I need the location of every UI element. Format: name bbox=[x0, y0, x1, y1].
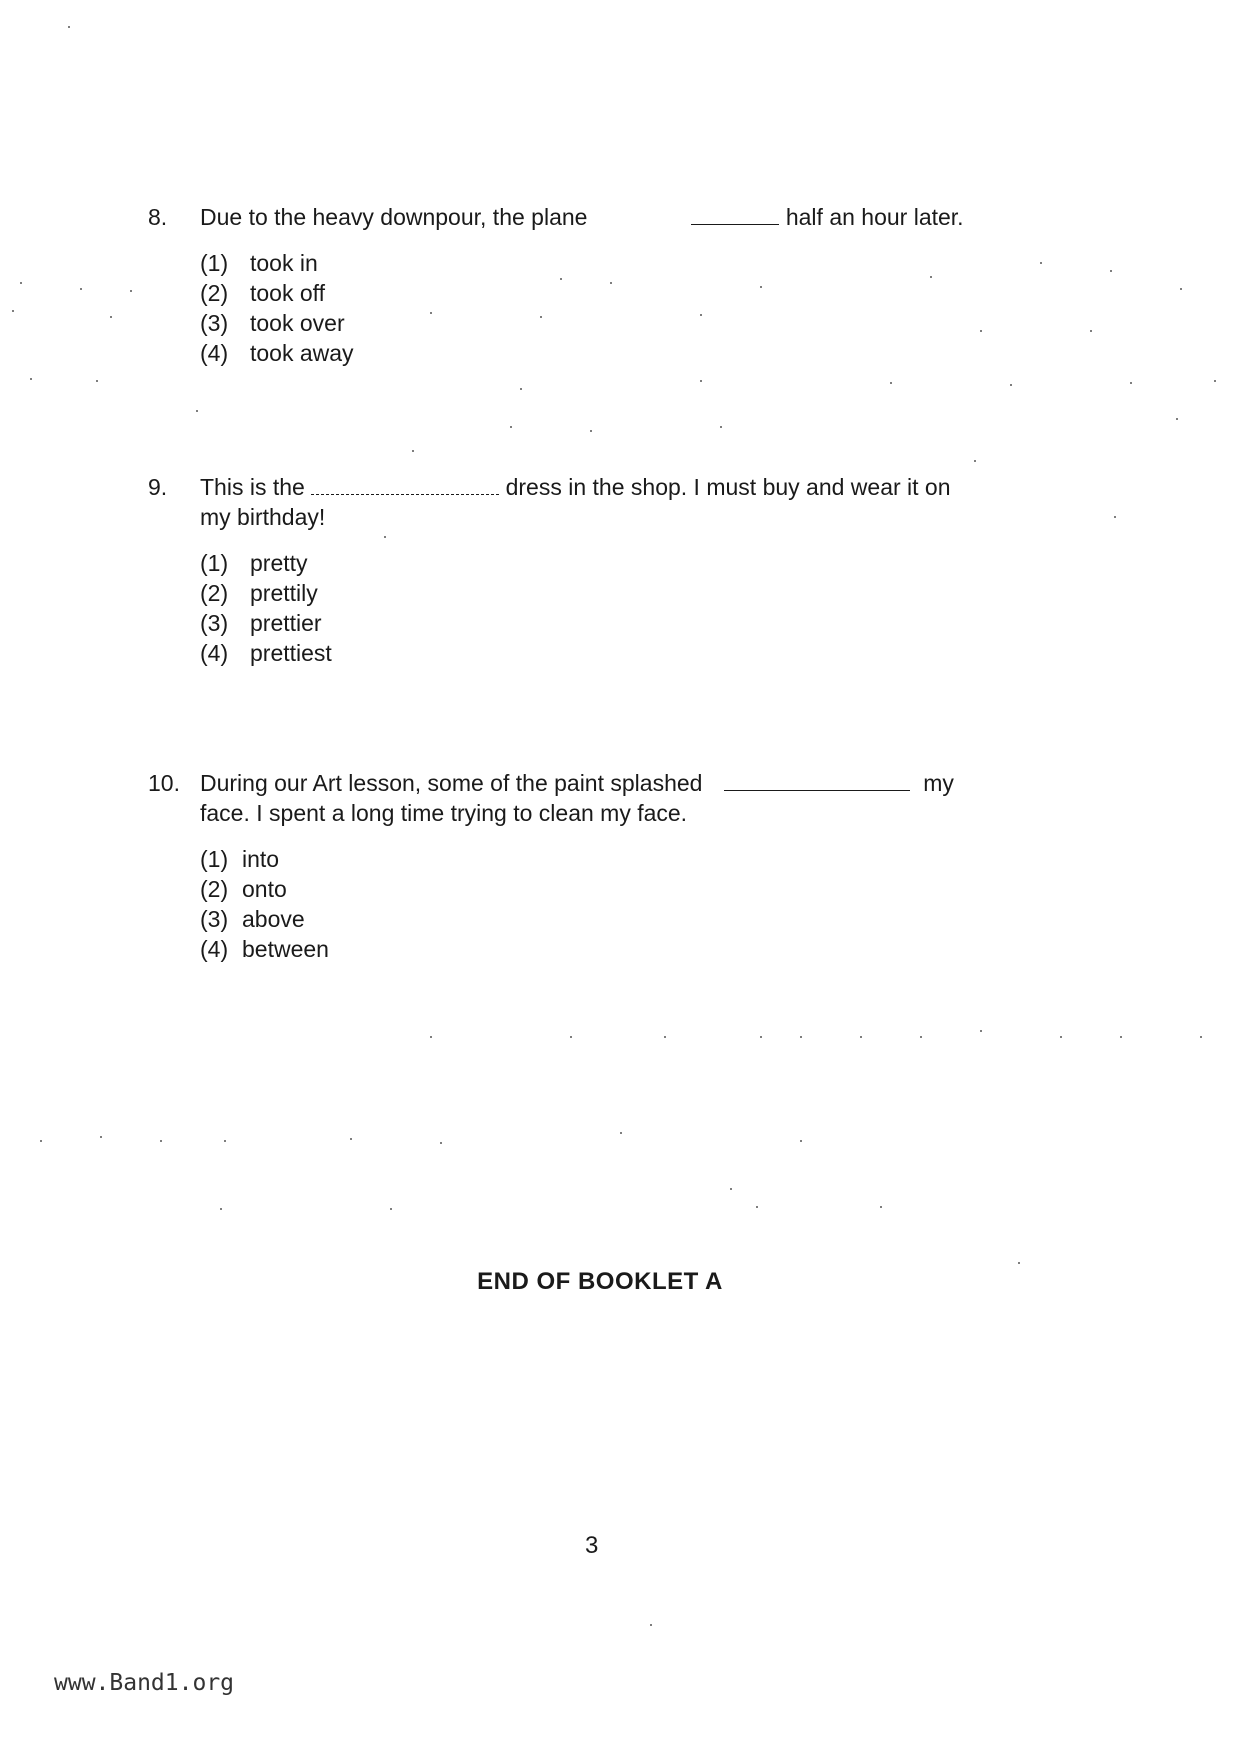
question-8-options bbox=[148, 248, 1088, 368]
question-number: 10. bbox=[148, 770, 180, 796]
question-9 bbox=[148, 472, 1088, 668]
option-2[interactable] bbox=[200, 278, 1088, 308]
question-text-after: dress in the shop. I must buy and wear it on bbox=[505, 474, 951, 500]
option-number: (1) bbox=[200, 550, 229, 576]
option-text: took off bbox=[250, 280, 326, 306]
option-number: (2) bbox=[200, 580, 229, 606]
option-text: prettiest bbox=[250, 640, 332, 666]
option-text: above bbox=[242, 906, 305, 932]
answer-blank bbox=[691, 206, 779, 225]
option-number: (2) bbox=[200, 876, 229, 902]
option-number: (3) bbox=[200, 310, 229, 336]
option-2[interactable] bbox=[200, 578, 1088, 608]
watermark-url: www.Band1.org bbox=[54, 1670, 235, 1696]
option-text: into bbox=[242, 846, 280, 872]
option-3[interactable] bbox=[200, 904, 1088, 934]
answer-blank bbox=[311, 476, 499, 495]
option-number: (4) bbox=[200, 640, 229, 666]
option-number: (2) bbox=[200, 280, 229, 306]
option-4[interactable] bbox=[200, 638, 1088, 668]
option-3[interactable] bbox=[200, 308, 1088, 338]
option-number: (3) bbox=[200, 906, 229, 932]
option-4[interactable] bbox=[200, 338, 1088, 368]
question-10-stem bbox=[148, 768, 1088, 798]
option-text: prettier bbox=[250, 610, 322, 636]
question-10 bbox=[148, 768, 1088, 964]
option-text: took in bbox=[250, 250, 318, 276]
question-text-before: This is the bbox=[200, 474, 305, 500]
option-text: took away bbox=[250, 340, 354, 366]
option-4[interactable] bbox=[200, 934, 1088, 964]
end-of-booklet-note: END OF BOOKLET A bbox=[477, 1268, 723, 1295]
option-number: (1) bbox=[200, 846, 229, 872]
question-10-options bbox=[148, 844, 1088, 964]
option-1[interactable] bbox=[200, 844, 1088, 874]
option-3[interactable] bbox=[200, 608, 1088, 638]
option-text: onto bbox=[242, 876, 287, 902]
option-1[interactable] bbox=[200, 548, 1088, 578]
question-8 bbox=[148, 202, 1088, 368]
option-text: prettily bbox=[250, 580, 318, 606]
answer-blank bbox=[724, 772, 910, 791]
question-text-after: my bbox=[923, 770, 954, 796]
question-number: 9. bbox=[148, 474, 168, 500]
question-9-continuation: my birthday! bbox=[200, 504, 326, 530]
question-text-before: Due to the heavy downpour, the plane bbox=[200, 204, 588, 230]
option-1[interactable] bbox=[200, 248, 1088, 278]
option-number: (4) bbox=[200, 340, 229, 366]
option-number: (1) bbox=[200, 250, 229, 276]
question-8-stem bbox=[148, 202, 1088, 232]
option-text: took over bbox=[250, 310, 345, 336]
question-10-continuation: face. I spent a long time trying to clean my face. bbox=[200, 800, 688, 826]
question-number: 8. bbox=[148, 204, 168, 230]
option-text: pretty bbox=[250, 550, 308, 576]
option-number: (3) bbox=[200, 610, 229, 636]
option-2[interactable] bbox=[200, 874, 1088, 904]
question-9-options bbox=[148, 548, 1088, 668]
question-9-stem bbox=[148, 472, 1088, 502]
question-text-after: half an hour later. bbox=[785, 204, 964, 230]
option-text: between bbox=[242, 936, 329, 962]
option-number: (4) bbox=[200, 936, 229, 962]
page-number: 3 bbox=[585, 1532, 599, 1559]
question-text-before: During our Art lesson, some of the paint splashed bbox=[200, 770, 703, 796]
